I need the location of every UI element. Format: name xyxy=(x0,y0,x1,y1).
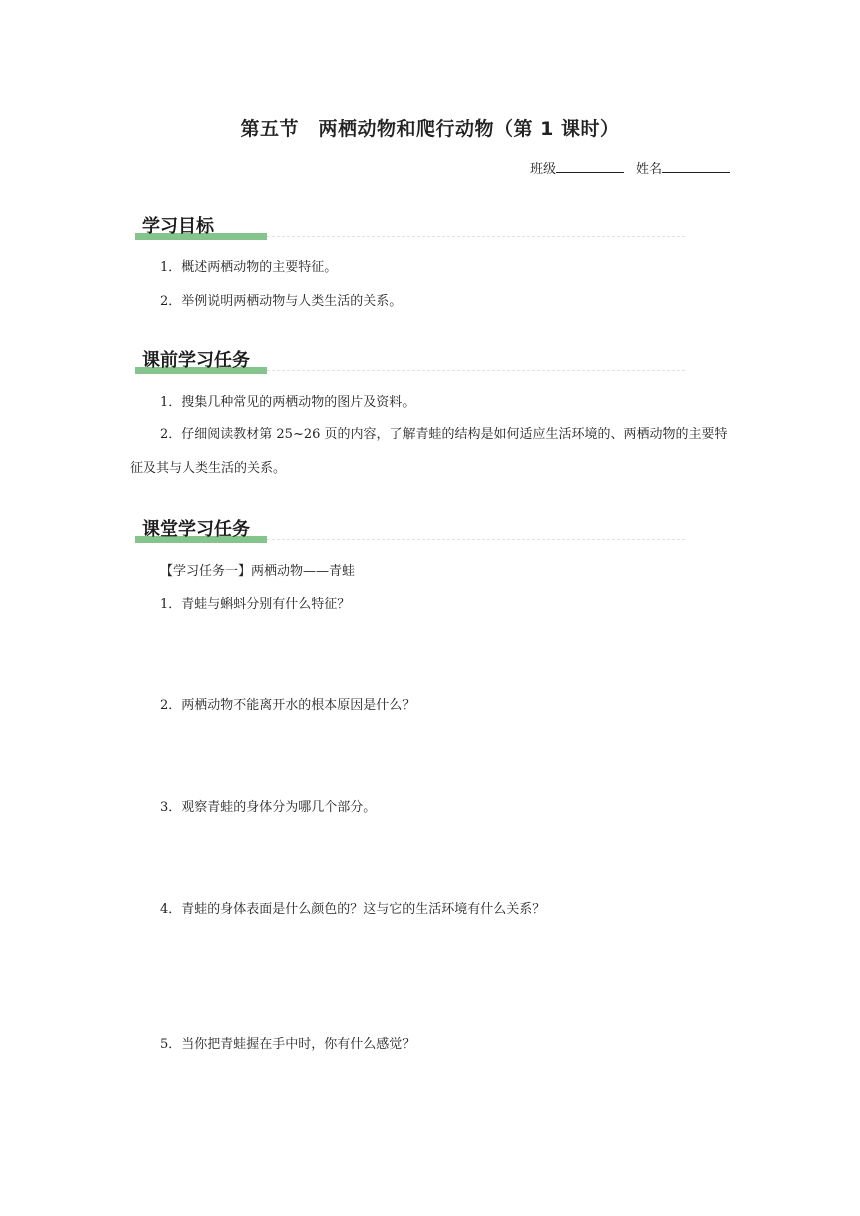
section-heading-label: 课堂学习任务 xyxy=(142,519,250,540)
page-title: 第五节 两栖动物和爬行动物（第 1 课时） xyxy=(240,118,620,140)
class-label: 班级 xyxy=(529,162,556,177)
pre-class-item: 1．搜集几种常见的两栖动物的图片及资料。 xyxy=(160,395,416,410)
class-blank xyxy=(556,160,624,173)
pre-class-item: 2．仔细阅读教材第 25~26 页的内容，了解青蛙的结构是如何适应生活环境的、两栖动物的主要特征及其与人类生活的关系。 xyxy=(130,427,728,476)
question-item: 4．青蛙的身体表面是什么颜色的？这与它的生活环境有什么关系？ xyxy=(160,902,546,917)
name-label: 姓名 xyxy=(635,162,662,177)
task-label: 【学习任务一】两栖动物——青蛙 xyxy=(160,564,356,579)
question-item: 5．当你把青蛙握在手中时，你有什么感觉？ xyxy=(160,1037,416,1052)
section-heading-in-class xyxy=(135,515,685,543)
section-heading-label: 课前学习任务 xyxy=(142,350,250,371)
section-divider xyxy=(267,236,685,237)
question-item: 3．观察青蛙的身体分为哪几个部分。 xyxy=(160,800,377,815)
section-heading-label: 学习目标 xyxy=(142,216,214,237)
question-item: 1．青蛙与蝌蚪分别有什么特征？ xyxy=(160,597,351,612)
student-info xyxy=(530,158,730,177)
section-heading-objectives xyxy=(135,212,685,240)
section-divider xyxy=(267,539,685,540)
objective-item: 2．举例说明两栖动物与人类生活的关系。 xyxy=(160,294,403,309)
section-heading-pre-class xyxy=(135,346,685,374)
section-divider xyxy=(267,370,685,371)
question-item: 2．两栖动物不能离开水的根本原因是什么？ xyxy=(160,698,416,713)
name-blank xyxy=(662,160,730,173)
objective-item: 1．概述两栖动物的主要特征。 xyxy=(160,260,338,275)
